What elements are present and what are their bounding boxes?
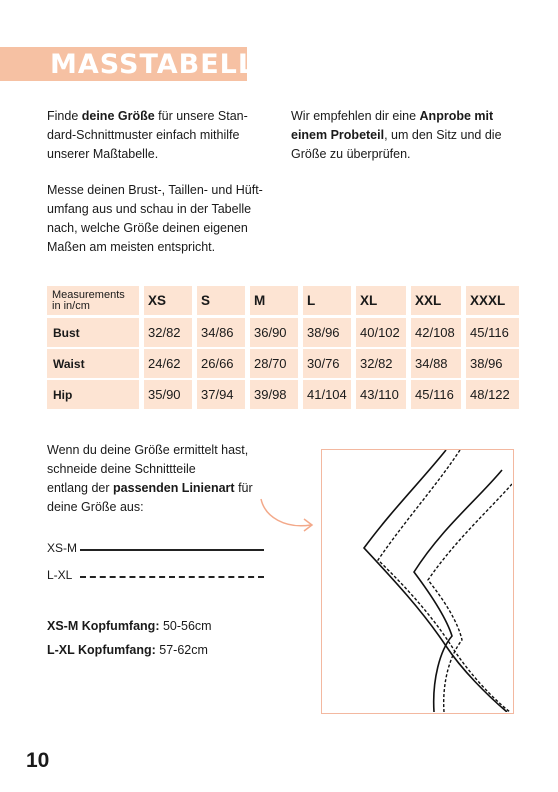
- pattern-lines-graphic: [322, 450, 512, 712]
- legend-label-l-xl: L-XL: [47, 568, 73, 582]
- table-cell: 43/110: [356, 380, 406, 409]
- cut-text: Wenn du deine Größe ermittelt hast,: [47, 443, 249, 457]
- table-cell: 39/98: [250, 380, 298, 409]
- cut-instructions: [47, 441, 287, 517]
- row-label-bust: Bust: [47, 318, 139, 347]
- table-cell: 48/122: [466, 380, 519, 409]
- intro-text: dard-Schnittmuster einfach mithilfe: [47, 128, 240, 142]
- table-cell: 45/116: [466, 318, 519, 347]
- size-header-xxxl: XXXL: [466, 286, 519, 315]
- intro-right-paragraph: [291, 107, 531, 164]
- intro-bold: deine Größe: [81, 109, 155, 123]
- size-header-s: S: [197, 286, 245, 315]
- intro-text: nach, welche Größe deinen eigenen: [47, 221, 248, 235]
- head-value: 57-62cm: [155, 643, 208, 657]
- arrow-icon: [255, 495, 325, 540]
- table-cell: 34/86: [197, 318, 245, 347]
- cut-text: deine Größe aus:: [47, 500, 144, 514]
- head-l-xl: [47, 641, 287, 660]
- table-cell: 45/116: [411, 380, 461, 409]
- table-cell: 32/82: [144, 318, 192, 347]
- intro-left-paragraph-1: [47, 107, 277, 164]
- intro-text: Messe deinen Brust-, Taillen- und Hüft-: [47, 183, 263, 197]
- intro-text: , um den Sitz und die: [384, 128, 502, 142]
- table-cell: 35/90: [144, 380, 192, 409]
- row-label-hip: Hip: [47, 380, 139, 409]
- corner-label-line2: in in/cm: [52, 299, 90, 312]
- head-xs-m: [47, 617, 287, 636]
- table-cell: 42/108: [411, 318, 461, 347]
- table-cell: 41/104: [303, 380, 351, 409]
- table-cell: 38/96: [466, 349, 519, 378]
- pattern-line-illustration: [321, 449, 514, 714]
- row-label-waist: Waist: [47, 349, 139, 378]
- intro-text: unserer Maßtabelle.: [47, 147, 159, 161]
- table-cell: 26/66: [197, 349, 245, 378]
- dashed-line-sample: [80, 576, 264, 578]
- table-cell: 40/102: [356, 318, 406, 347]
- table-cell: 37/94: [197, 380, 245, 409]
- size-header-l: L: [303, 286, 351, 315]
- intro-text: für unsere Stan-: [154, 109, 248, 123]
- cut-text: entlang der: [47, 481, 114, 495]
- intro-text: umfang aus und schau in der Tabelle: [47, 202, 252, 216]
- table-cell: 30/76: [303, 349, 351, 378]
- size-header-xl: XL: [356, 286, 406, 315]
- table-cell: 24/62: [144, 349, 192, 378]
- intro-text: Wir empfehlen dir eine: [291, 109, 420, 123]
- intro-text: Maßen am meisten entspricht.: [47, 240, 216, 254]
- corner-label-line1: Measurements: [52, 288, 125, 301]
- cut-bold: passenden Linienart: [113, 481, 235, 495]
- cut-text: für: [234, 481, 253, 495]
- pattern-line-dashed-inner: [428, 484, 512, 712]
- page-number: 10: [26, 749, 50, 772]
- size-header-xs: XS: [144, 286, 192, 315]
- pattern-line-solid-inner: [414, 470, 502, 712]
- table-corner-cell: [47, 286, 139, 315]
- pattern-line-dashed-outer: [378, 450, 510, 712]
- table-cell: 28/70: [250, 349, 298, 378]
- solid-line-sample: [80, 549, 264, 551]
- cut-text: schneide deine Schnittteile: [47, 462, 196, 476]
- table-cell: 34/88: [411, 349, 461, 378]
- legend-label-xs-m: XS-M: [47, 541, 77, 555]
- intro-text: Größe zu überprüfen.: [291, 147, 411, 161]
- head-label: XS-M Kopfumfang:: [47, 619, 160, 633]
- page-title: MASSTABELLE: [50, 49, 276, 80]
- intro-left-paragraph-2: [47, 181, 287, 257]
- intro-bold: Anprobe mit: [419, 109, 494, 123]
- table-cell: 36/90: [250, 318, 298, 347]
- table-cell: 32/82: [356, 349, 406, 378]
- size-header-xxl: XXL: [411, 286, 461, 315]
- head-value: 50-56cm: [159, 619, 212, 633]
- intro-bold: einem Probeteil: [291, 128, 385, 142]
- intro-text: Finde: [47, 109, 82, 123]
- table-cell: 38/96: [303, 318, 351, 347]
- size-header-m: M: [250, 286, 298, 315]
- head-label: L-XL Kopfumfang:: [47, 643, 156, 657]
